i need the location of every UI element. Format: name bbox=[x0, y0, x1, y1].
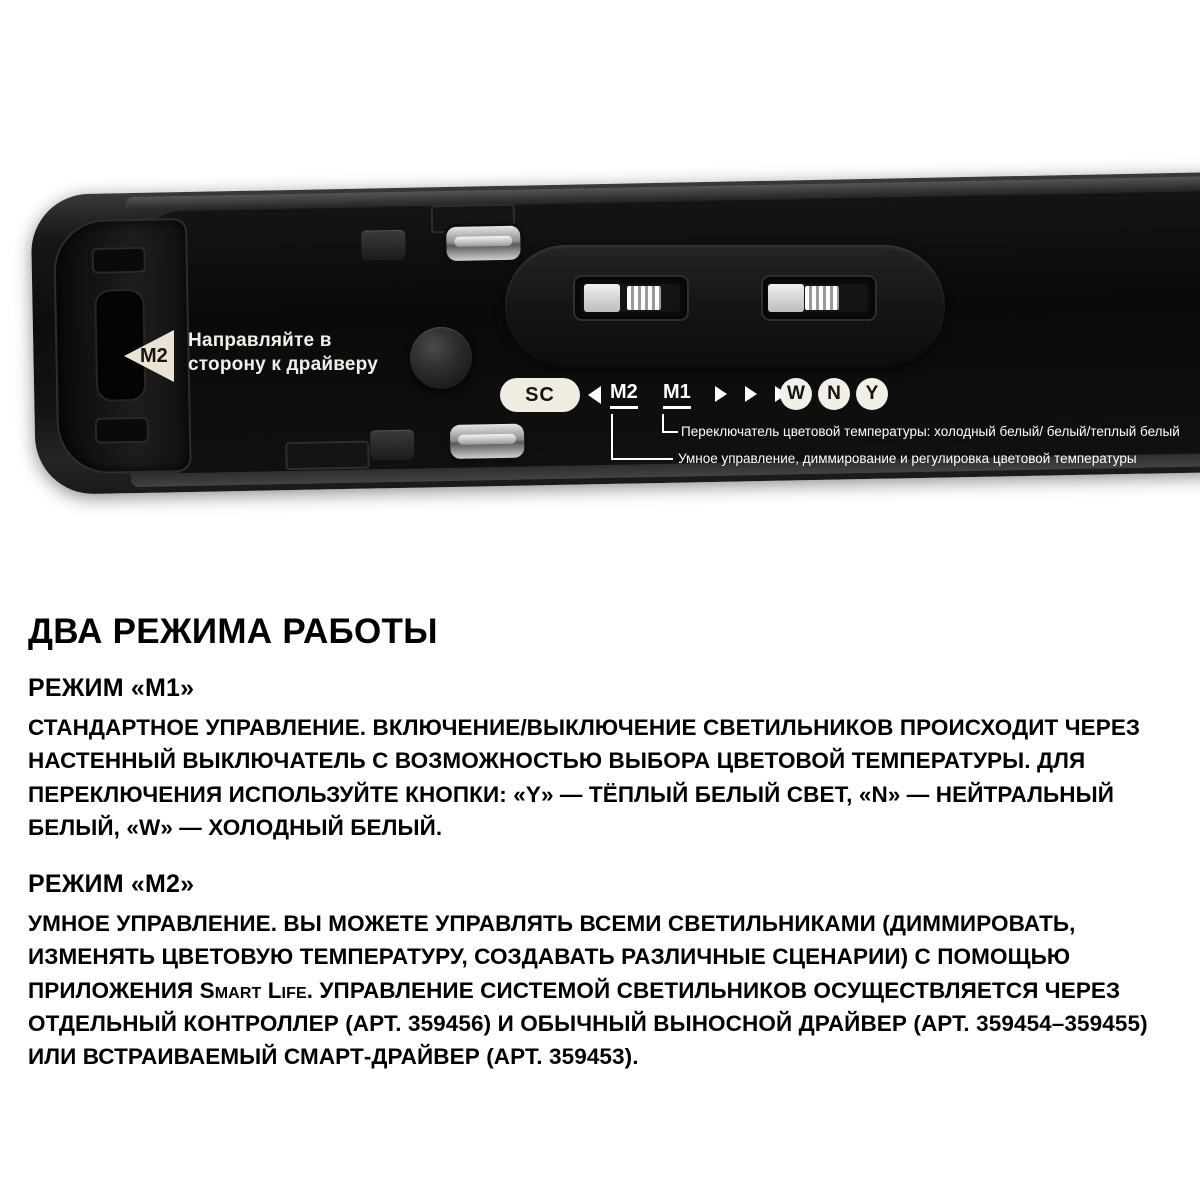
callout-line-cct-horizontal bbox=[662, 431, 678, 433]
power-contact-bottom bbox=[450, 424, 525, 459]
arrow-right-icon-1 bbox=[715, 386, 727, 402]
dip-switch-panel bbox=[505, 245, 945, 367]
callout-line-cct-vertical bbox=[662, 414, 664, 432]
screw-bottom bbox=[370, 430, 415, 461]
sc-pill bbox=[500, 378, 580, 412]
mode1-heading: РЕЖИМ «M1» bbox=[28, 674, 195, 702]
legend-m2-label: M2 bbox=[610, 381, 638, 409]
arrow-right-icon-2 bbox=[745, 386, 757, 402]
callout-line-smart-horizontal bbox=[611, 458, 673, 460]
page-title: ДВА РЕЖИМА РАБОТЫ bbox=[28, 612, 438, 651]
mode2-body-part2: . УПРАВЛЕНИЕ СИСТЕМОЙ СВЕТИЛЬНИКОВ ОСУЩЕСТВЛЯЕТСЯ ЧЕРЕЗ ОТДЕЛЬНЫЙ КОНТРОЛЛЕР (АРТ. 359456) И ОБЫЧНЫЙ ВЫНОСНОЙ ДРАЙВЕР (АРТ. 359454–359455) ИЛИ ВСТРАИВАЕМЫЙ СМАРТ-ДРАЙВЕР (АРТ. 359453). bbox=[28, 977, 1148, 1070]
circle-letter-y: Y bbox=[856, 378, 888, 410]
end-cap-notch-bottom bbox=[95, 417, 149, 444]
dip-switch-cct[interactable] bbox=[763, 277, 875, 319]
callout-text-cct: Переключатель цветовой температуры: холодный белый/ белый/теплый белый bbox=[681, 424, 1180, 439]
dip-switch-mode-ribs bbox=[627, 286, 661, 310]
mount-tab-bottom bbox=[285, 441, 370, 471]
dip-switch-cct-slider[interactable] bbox=[768, 284, 804, 312]
circle-letter-w: W bbox=[780, 378, 812, 410]
arrow-direction-text: Направляйте в сторону к драйверу bbox=[188, 330, 378, 376]
mode2-body-part1: УМНОЕ УПРАВЛЕНИЕ. ВЫ МОЖЕТЕ УПРАВЛЯТЬ ВСЕМИ СВЕТИЛЬНИКАМИ (ДИММИРОВАТЬ, ИЗМЕНЯТЬ ЦВЕТОВУЮ ТЕМПЕРАТУРУ, СОЗДАВАТЬ РАЗЛИЧНЫЕ СЦЕНАРИИ) С ПОМОЩЬЮ ПРИЛОЖЕНИЯ bbox=[28, 911, 1076, 1003]
screw-top bbox=[361, 230, 406, 261]
round-button[interactable] bbox=[410, 327, 472, 389]
arrow-left-icon bbox=[588, 386, 601, 404]
app-name: Smart Life bbox=[199, 977, 307, 1003]
m2-arrow-badge bbox=[124, 330, 182, 382]
mode2-heading: РЕЖИМ «M2» bbox=[28, 870, 195, 899]
description-block bbox=[28, 612, 1178, 1074]
sc-label: SC bbox=[525, 384, 555, 406]
legend-m1-label: M1 bbox=[663, 381, 691, 409]
dip-switch-mode[interactable] bbox=[575, 277, 687, 319]
power-contact-top bbox=[446, 226, 521, 261]
mode2-body bbox=[28, 907, 1178, 1073]
callout-text-smart: Умное управление, диммирование и регулировка цветовой температуры bbox=[678, 451, 1137, 466]
circle-letter-n: N bbox=[818, 378, 850, 410]
m2-badge-label: M2 bbox=[140, 345, 168, 367]
dip-switch-cct-ribs bbox=[805, 286, 839, 310]
dip-switch-mode-slider[interactable] bbox=[584, 284, 620, 312]
mode1-body: СТАНДАРТНОЕ УПРАВЛЕНИЕ. ВКЛЮЧЕНИЕ/ВЫКЛЮЧЕНИЕ СВЕТИЛЬНИКОВ ПРОИСХОДИТ ЧЕРЕЗ НАСТЕННЫЙ ВЫКЛЮЧАТЕЛЬ С ВОЗМОЖНОСТЬЮ ВЫБОРА ЦВЕТОВОЙ ТЕМПЕРАТУРЫ. ДЛЯ ПЕРЕКЛЮЧЕНИЯ ИСПОЛЬЗУЙТЕ КНОПКИ: «Y» — ТЁПЛЫЙ БЕЛЫЙ СВЕТ, «N» — НЕЙТРАЛЬНЫЙ БЕЛЫЙ, «W» — ХОЛОДНЫЙ БЕЛЫЙ. bbox=[28, 715, 1141, 840]
end-cap-notch-top bbox=[91, 247, 145, 274]
callout-line-smart-vertical bbox=[611, 414, 613, 459]
